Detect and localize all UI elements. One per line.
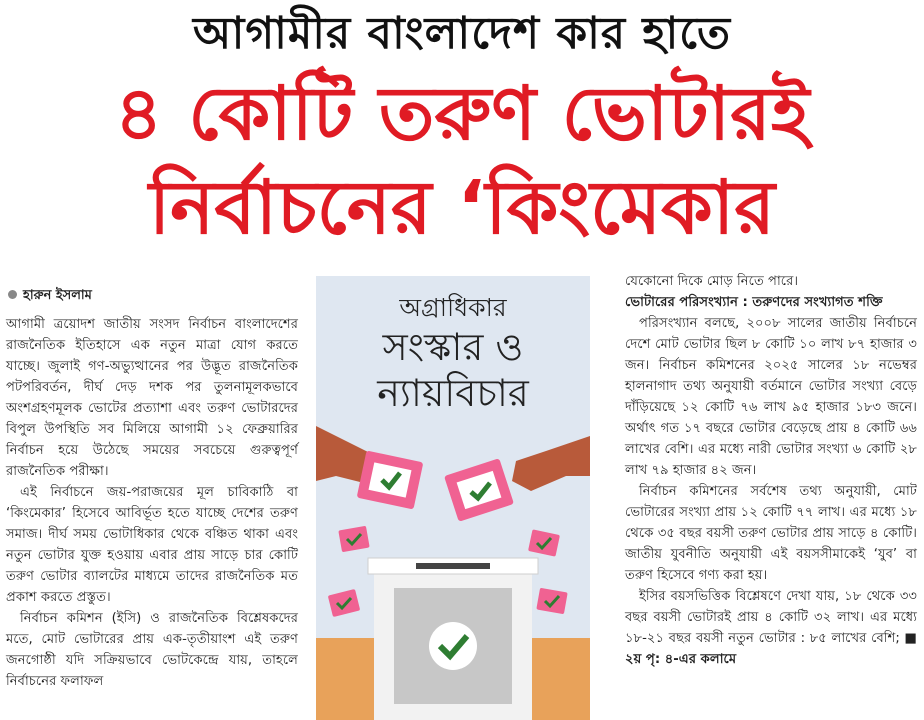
- byline-bullet-icon: [8, 290, 17, 299]
- article-column-3: [625, 271, 917, 670]
- ballot-icon: [357, 450, 424, 509]
- section-subhead: ভোটারের পরিসংখ্যান : তরুণদের সংখ্যাগত শক্তি: [625, 295, 883, 310]
- illustration: [316, 276, 590, 720]
- ballot-icon: [328, 589, 360, 617]
- byline-author: হারুন ইসলাম: [23, 288, 92, 303]
- byline: [8, 286, 92, 307]
- check-badge-icon: [429, 622, 477, 670]
- illustration-label-2: সংস্কার ও: [382, 325, 524, 369]
- main-headline-line-1: ৪ কোটি তরুণ ভোটারই: [114, 71, 810, 157]
- article-column-1: [6, 314, 298, 692]
- ballot-slot: [416, 563, 490, 569]
- paragraph-text: ইসির বয়সভিত্তিক বিশ্লেষণে দেখা যায়, ১৮ থেকে ৩৩ বছর বয়সী ভোটারই প্রায় ৪ কোটি ৩২ লাখ। এর মধ্যে ১৮-২১ বছর বয়সী নতুন ভোটার : ৮৫ লাখের বেশি;: [625, 589, 917, 646]
- ballot-icon: [338, 526, 369, 553]
- ballot-icon: [444, 458, 514, 522]
- illustration-label-3: ন্যায়বিচার: [377, 371, 529, 415]
- paragraph: [625, 586, 917, 670]
- paragraph: এই নির্বাচনে জয়-পরাজয়ের মূল চাবিকাঠি বা ‘কিংমেকার’ হিসেবে আবির্ভূত হতে যাচ্ছে দেশের তরুণ সমাজ। দীর্ঘ সময় ভোটাধিকার থেকে বঞ্চিত থাকা এবং নতুন ভোটার যুক্ত হওয়ায় এবার প্রায় সাড়ে চার কোটি তরুণ ভোটার ব্যালটের মাধ্যমে তাদের রাজনৈতিক মত প্রকাশ করতে প্রস্তুত।: [6, 485, 298, 605]
- paragraph: আগামী ত্রয়োদশ জাতীয় সংসদ নির্বাচন বাংলাদেশের রাজনৈতিক ইতিহাসে এক নতুন মাত্রা যোগ করতে যাচ্ছে। জুলাই গণ-অভ্যুত্থানের পর উদ্ভূত রাজনৈতিক পটপরিবর্তন, দীর্ঘ দেড় দশক পর তুলনামূলকভাবে অংশগ্রহণমূলক ভোটের প্রত্যাশা এবং তরুণ ভোটারদের বিপুল উপস্থিতি সব মিলিয়ে আগামী ১২ ফেব্রুয়ারির নির্বাচন হয়ে উঠেছে সময়ের সবচেয়ে গুরুত্বপূর্ণ রাজনৈতিক পরীক্ষা।: [6, 317, 298, 479]
- paragraph: পরিসংখ্যান বলছে, ২০০৮ সালের জাতীয় নির্বাচনে দেশে মোট ভোটার ছিল ৮ কোটি ১০ লাখ ৮৭ হাজার ৩ জন। নির্বাচন কমিশনের ২০২৫ সালের ১৮ নভেম্বর হালনাগাদ তথ্য অনুযায়ী বর্তমানে ভোটার সংখ্যা বেড়ে দাঁড়িয়েছে ১২ কোটি ৭৬ লাখ ৯৫ হাজার ১৮৩ জনে। অর্থাৎ গত ১৭ বছরে ভোটার বেড়েছে প্রায় ৪ কোটি ৬৬ লাখের বেশি। এর মধ্যে নারী ভোটার সংখ্যা ৬ কোটি ২৮ লাখ ৭৯ হাজার ৪২ জন।: [625, 316, 917, 478]
- ballot-icon: [528, 529, 560, 556]
- ballot-icon: [536, 588, 567, 615]
- paragraph: নির্বাচন কমিশন (ইসি) ও রাজনৈতিক বিশ্লেষকদের মতে, মোট ভোটারের প্রায় এক-তৃতীয়াংশ এই তরুণ জনগোষ্ঠী যদি সক্রিয়ভাবে ভোটকেন্দ্রে যায়, তাহলে নির্বাচনের ফলাফল: [6, 611, 298, 689]
- main-headline-line-2: নির্বাচনের ‘কিংমেকার: [149, 165, 775, 251]
- continuation-jump[interactable]: ■ ২য় পৃ: ৪-এর কলামে: [625, 631, 917, 667]
- paragraph: যেকোনো দিকে মোড় নিতে পারে।: [625, 274, 799, 289]
- right-arm-icon: [512, 436, 590, 491]
- kicker-headline: আগামীর বাংলাদেশ কার হাতে: [193, 8, 731, 59]
- illustration-label-1: অগ্রাধিকার: [399, 293, 507, 322]
- paragraph: নির্বাচন কমিশনের সর্বশেষ তথ্য অনুযায়ী, মোট ভোটারের সংখ্যা প্রায় ১২ কোটি ৭৭ লাখ। এর মধ্যে ১৮ থেকে ৩৫ বছর বয়সী তরুণ ভোটার প্রায় সাড়ে ৪ কোটি। জাতীয় যুবনীতি অনুযায়ী এই বয়সসীমাকেই ‘যুব’ বা তরুণ হিসেবে গণ্য করা হয়।: [625, 484, 917, 583]
